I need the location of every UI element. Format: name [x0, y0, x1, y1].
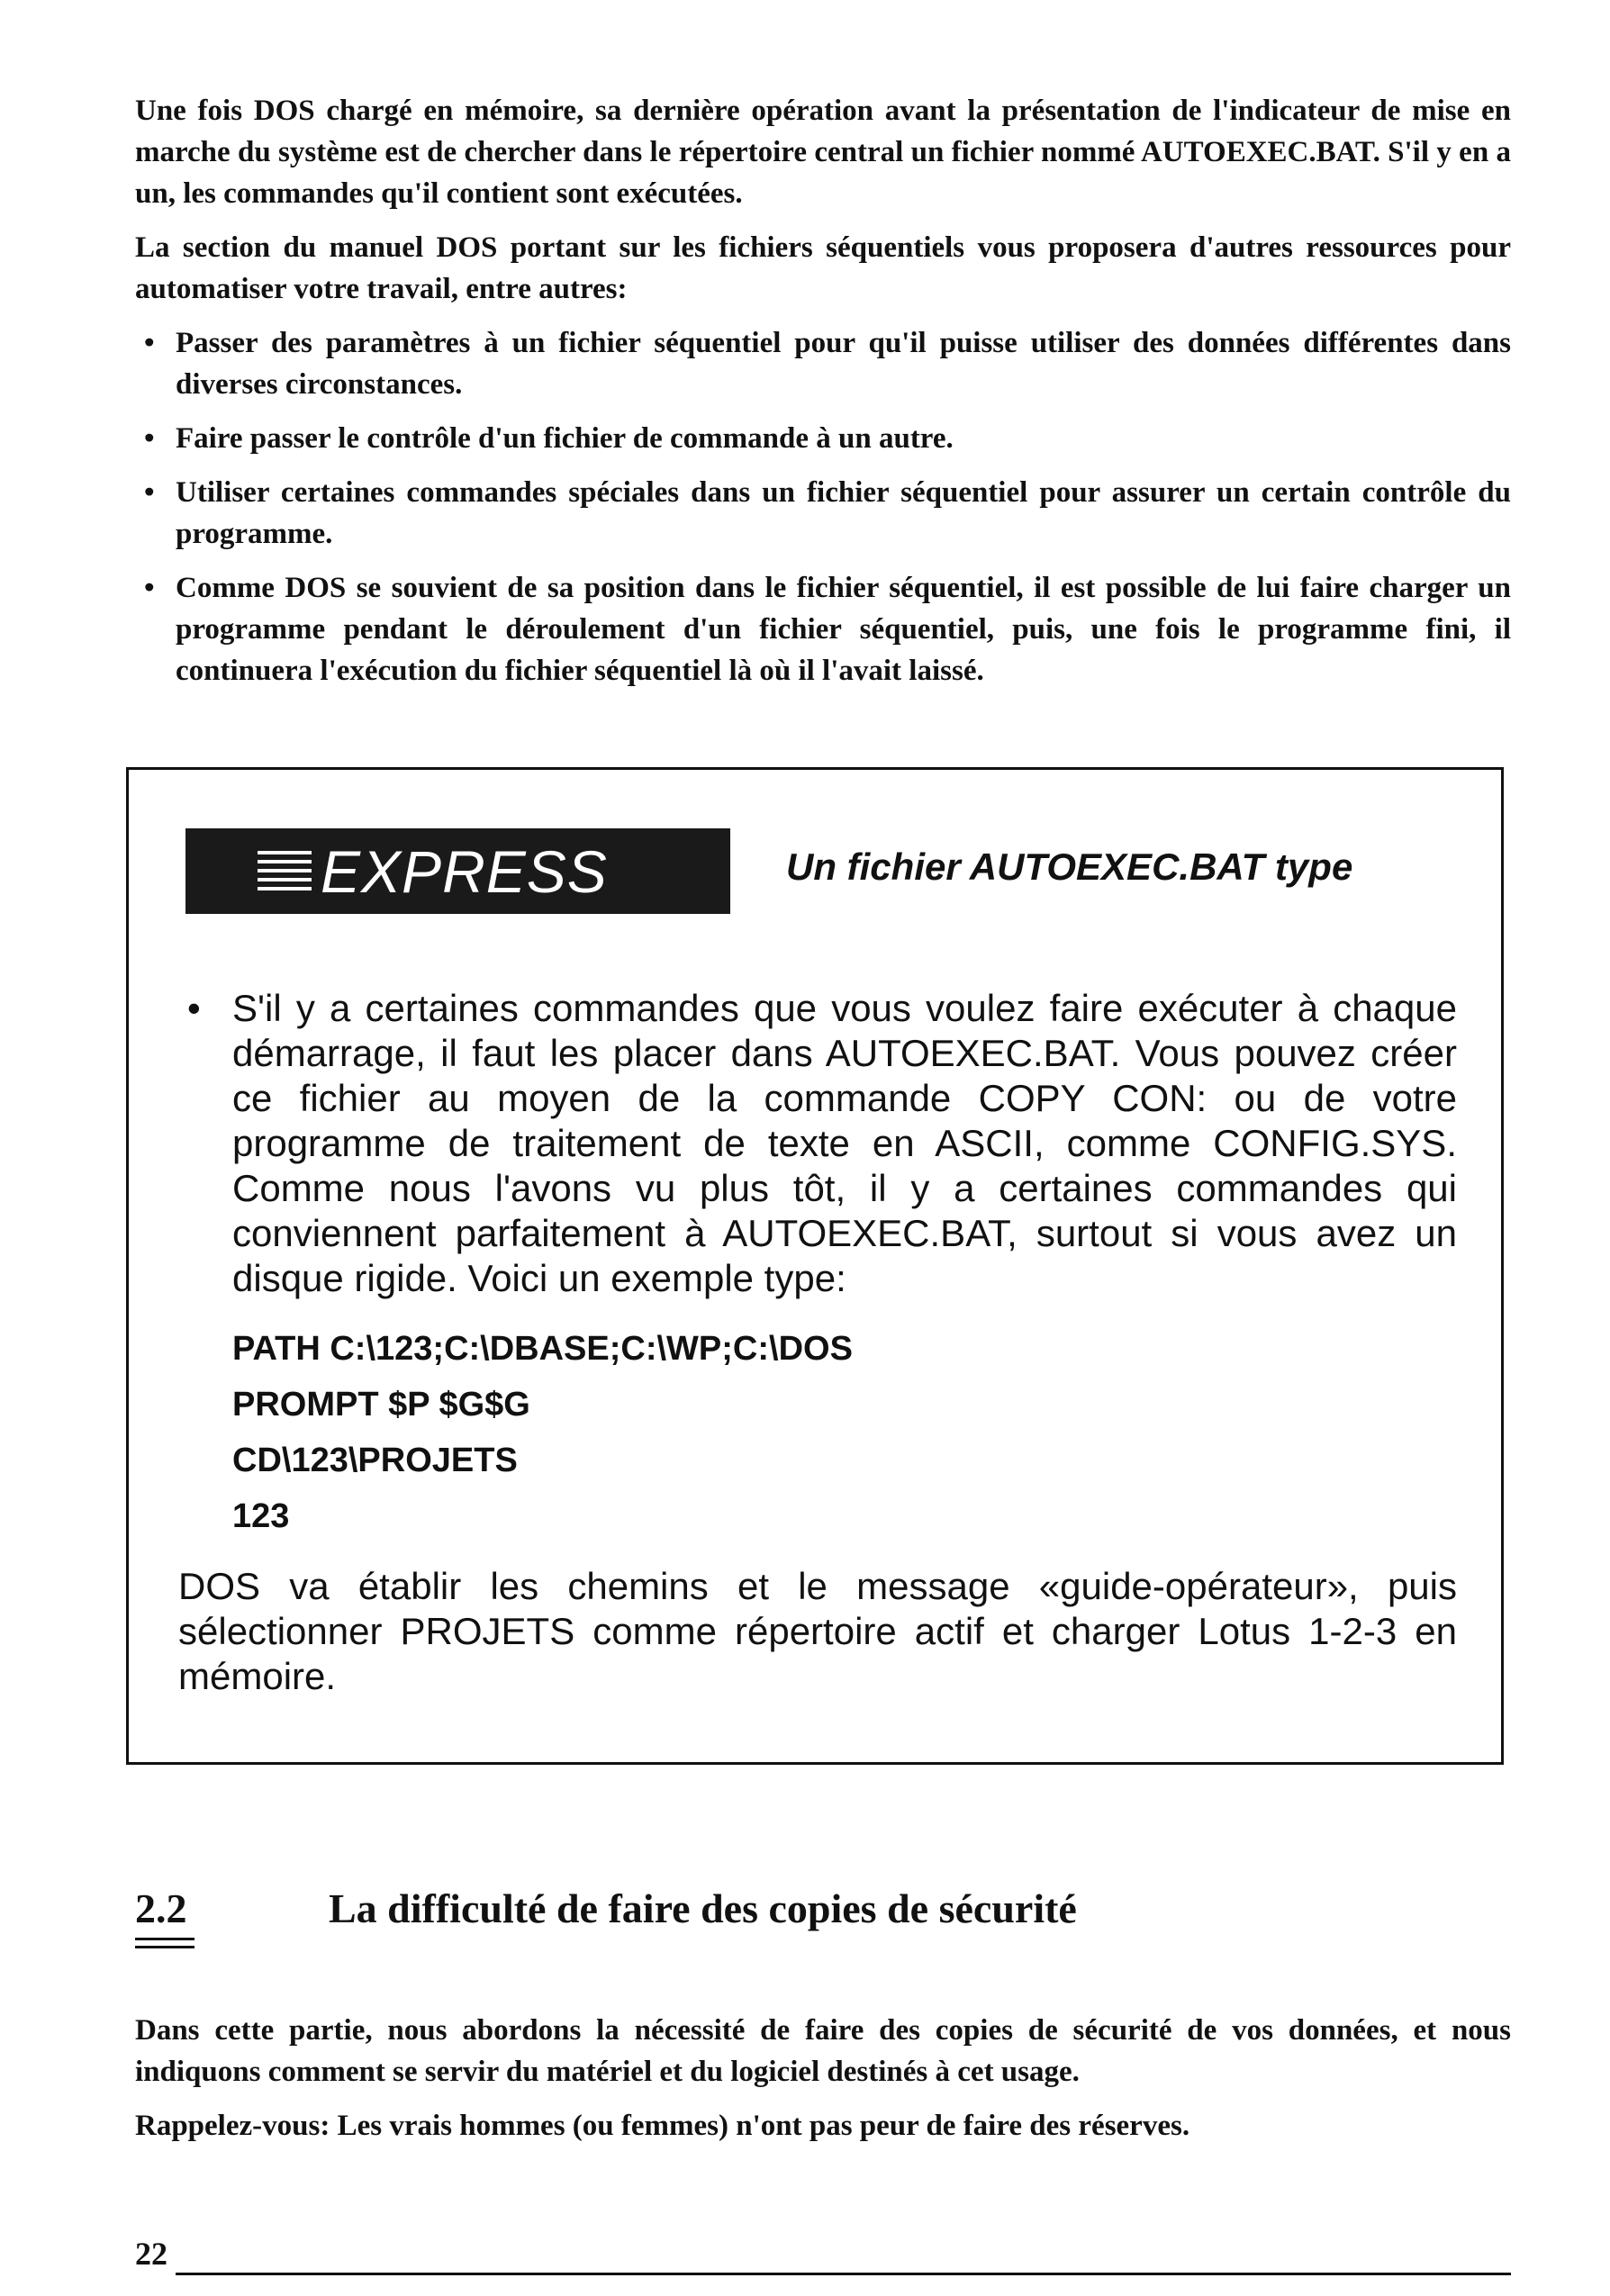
list-item: [135, 418, 1511, 459]
intro-paragraph: Une fois DOS chargé en mémoire, sa dernière opération avant la présentation de l'indicateur de mise en marche du système est de chercher dans le répertoire central un fichier nommé AUTOEXEC.BAT. S'il y en a un, les commandes qu'il contient sont exécutées.: [135, 95, 1511, 210]
express-banner: [185, 828, 730, 914]
footer-rule: [176, 2273, 1511, 2275]
express-lines-icon: [258, 851, 312, 894]
code-block: [232, 1321, 1457, 1544]
section-number-underline: [135, 1938, 194, 1948]
code-line: 123: [232, 1497, 290, 1535]
list-item-text: Passer des paramètres à un fichier séquentiel pour qu'il puisse utiliser des données différentes dans diverses circonstances.: [176, 327, 1511, 401]
code-line: CD\123\PROJETS: [232, 1442, 518, 1479]
list-item-text: Utiliser certaines commandes spéciales dans un fichier séquentiel pour assurer un certain contrôle du programme.: [176, 476, 1511, 550]
page-number: 22: [135, 2236, 167, 2272]
list-item: [135, 472, 1511, 555]
express-footer-text: DOS va établir les chemins et le message «guide-opérateur», puis sélectionner PROJETS comme répertoire actif et charger Lotus 1-2-3 en mémoire.: [178, 1565, 1457, 1697]
section-number: 2.2: [135, 1885, 187, 1931]
express-bullet-item: [178, 986, 1457, 1301]
express-box: [126, 767, 1504, 1765]
list-item-text: Faire passer le contrôle d'un fichier de commande à un autre.: [176, 422, 954, 455]
bullet-icon: •: [144, 422, 155, 455]
bullet-icon: •: [144, 476, 155, 509]
list-item: [135, 567, 1511, 692]
list-item-text: Comme DOS se souvient de sa position dans le fichier séquentiel, il est possible de lui faire charger un programme pendant le déroulement d'un fichier séquentiel, puis, une fois le programme fini, il continuera l'exécution du fichier séquentiel là où il l'avait laissé.: [176, 572, 1511, 687]
page-footer: [135, 2233, 1511, 2278]
section-paragraph: Dans cette partie, nous abordons la nécessité de faire des copies de sécurité de vos données, et nous indiquons comment se servir du matériel et du logiciel destinés à cet usage.: [135, 2014, 1511, 2088]
express-label: EXPRESS: [321, 838, 608, 905]
list-item: [135, 322, 1511, 405]
intro-bullet-list: [135, 322, 1511, 692]
section-paragraph: Rappelez-vous: Les vrais hommes (ou femmes) n'ont pas peur de faire des réserves.: [135, 2110, 1190, 2142]
code-line: PATH C:\123;C:\DBASE;C:\WP;C:\DOS: [232, 1330, 853, 1368]
bullet-icon: •: [187, 987, 201, 1029]
express-title: Un fichier AUTOEXEC.BAT type: [786, 845, 1353, 888]
bullet-icon: •: [144, 327, 155, 359]
section-body: [135, 2010, 1511, 2159]
express-bullet-text: S'il y a certaines commandes que vous voulez faire exécuter à chaque démarrage, il faut les placer dans AUTOEXEC.BAT. Vous pouvez créer ce fichier au moyen de la commande COPY CON: ou de votre programme de traitement de texte en ASCII, comme CONFIG.SYS. Comme nous l'avons vu plus tôt, il y a certaines commandes qui conviennent parfaitement à AUTOEXEC.BAT, surtout si vous avez un disque rigide. Voici un exemple type:: [232, 987, 1457, 1299]
express-body: [178, 986, 1457, 1699]
section-title: La difficulté de faire des copies de sécurité: [329, 1885, 1077, 1931]
code-line: PROMPT $P $G$G: [232, 1386, 530, 1424]
section-heading: [135, 1882, 1511, 1945]
bullet-icon: •: [144, 572, 155, 604]
intro-text: [135, 90, 1511, 704]
intro-paragraph: La section du manuel DOS portant sur les fichiers séquentiels vous proposera d'autres ressources pour automatiser votre travail, entre autres:: [135, 231, 1511, 305]
